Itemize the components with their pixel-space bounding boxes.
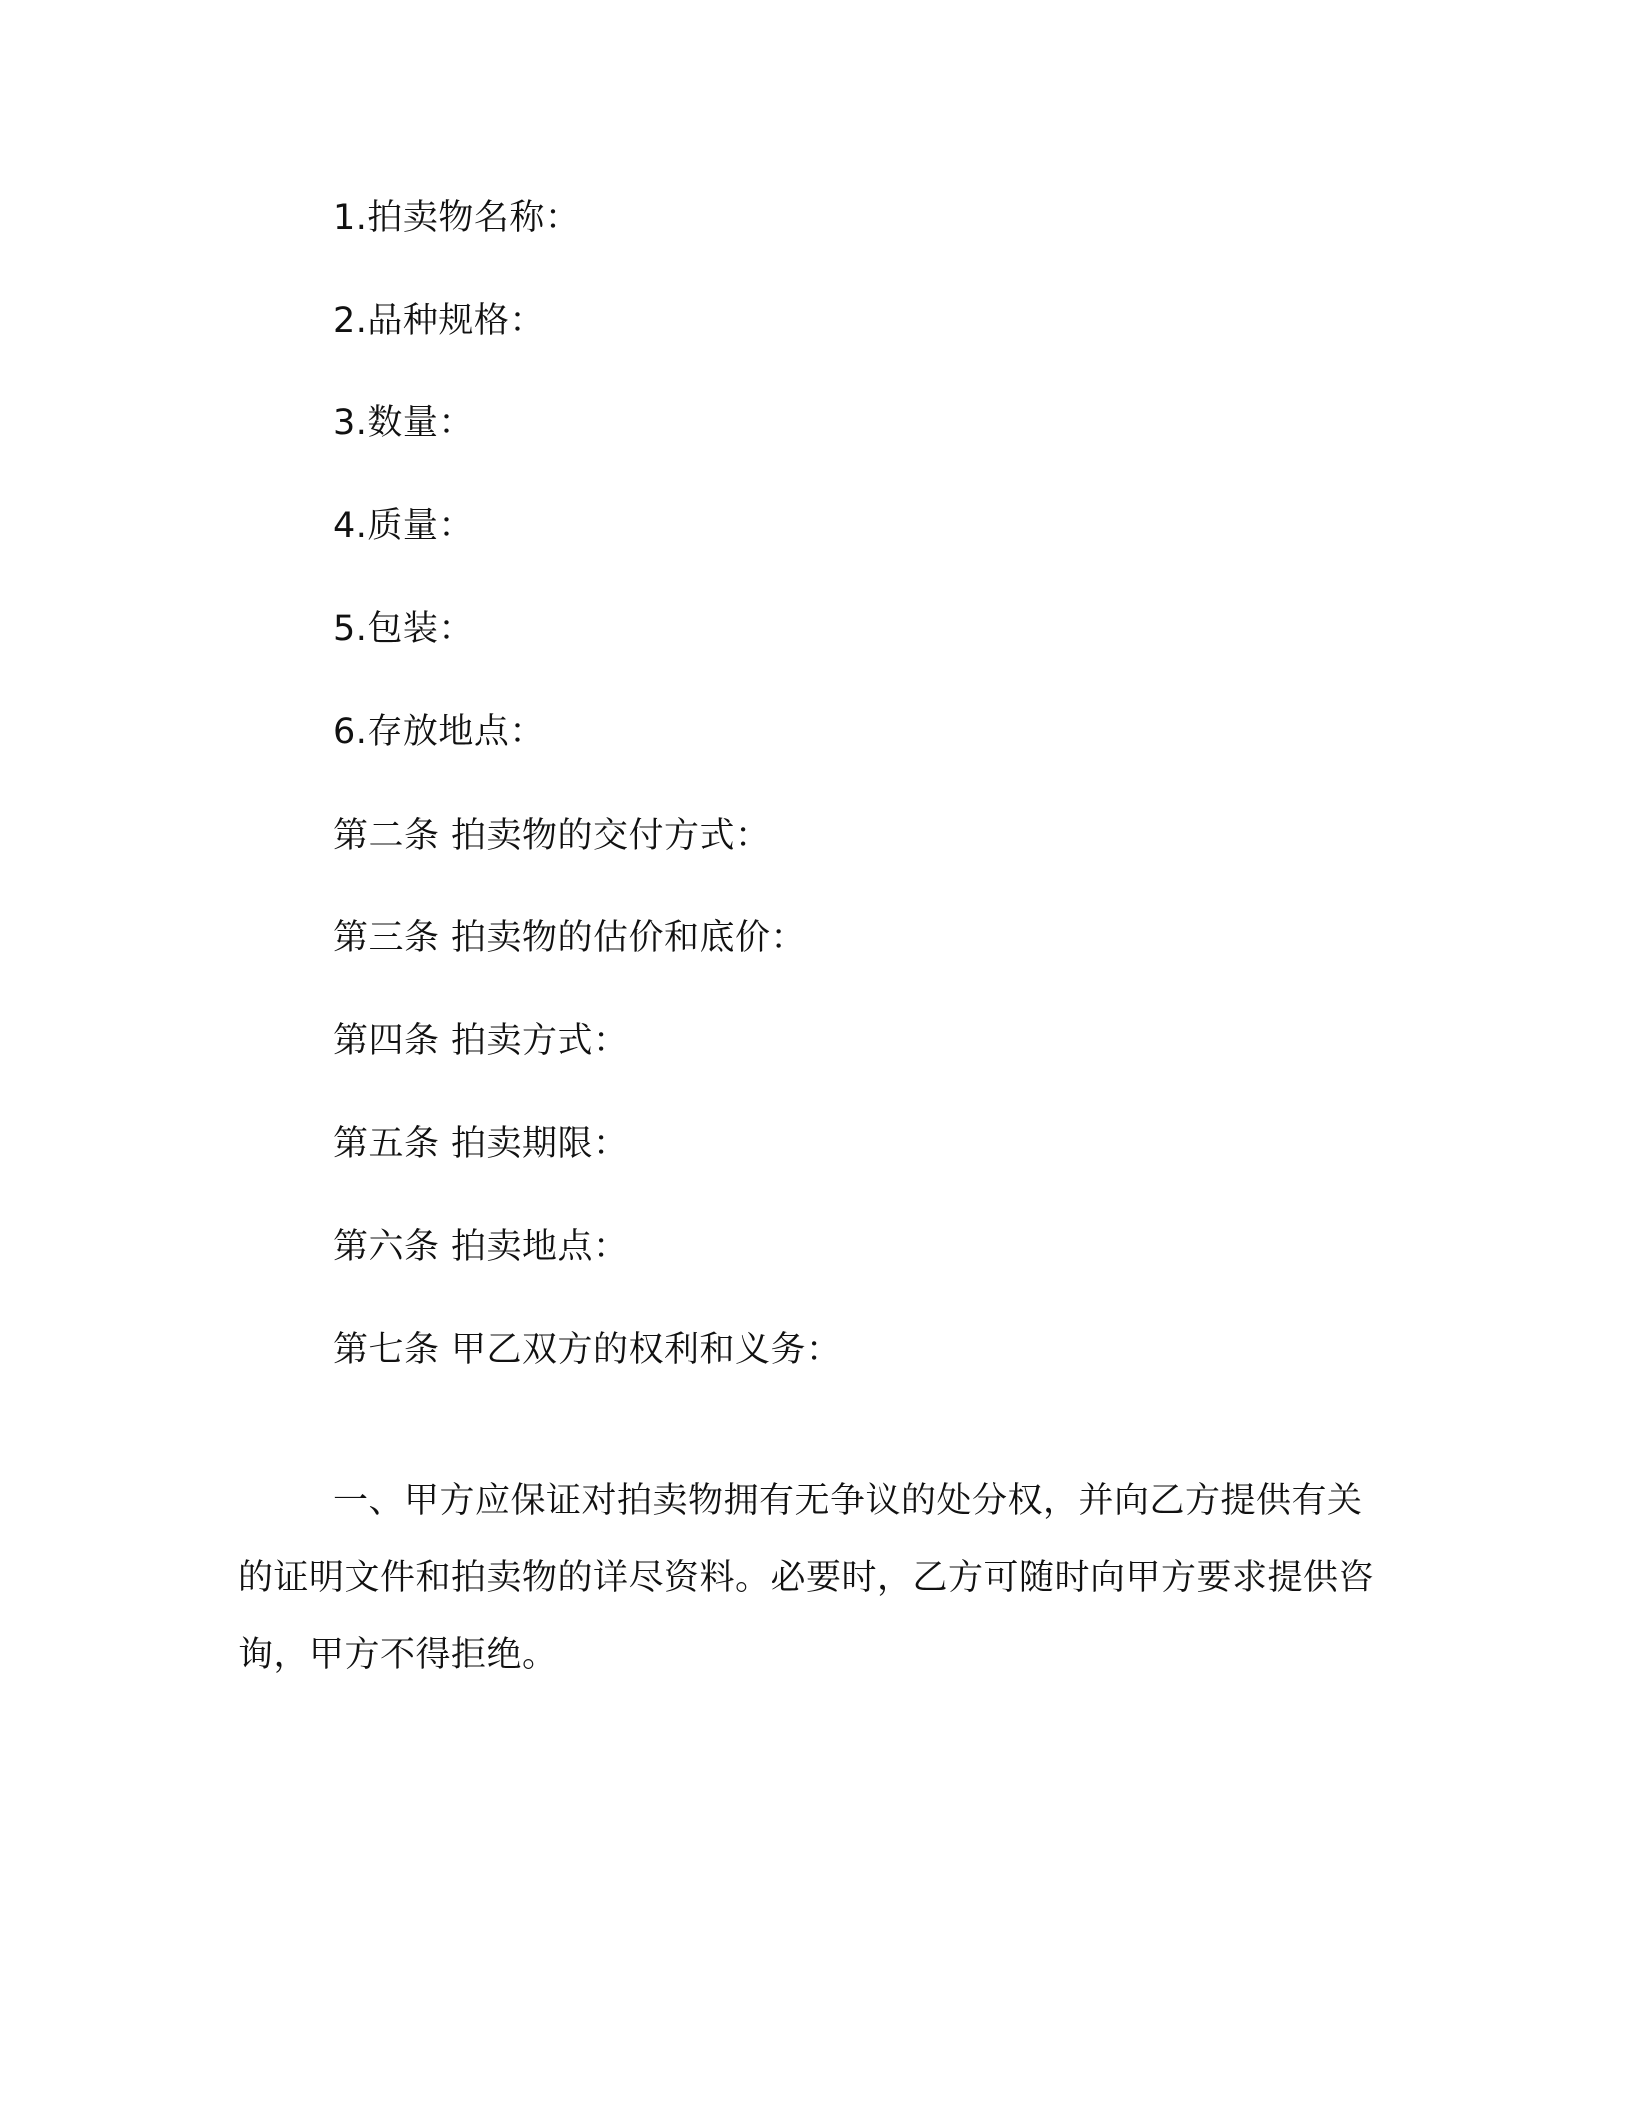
article-3 <box>333 916 806 960</box>
article-number: 第四条 <box>333 1021 440 1061</box>
item-storage-location: 6.存放地点： <box>333 712 545 752</box>
item-packaging: 5.包装： <box>333 609 474 649</box>
article-5 <box>333 1122 629 1166</box>
item-spec: 2.品种规格： <box>333 301 545 341</box>
article-title: 甲乙双方的权利和义务： <box>451 1330 842 1370</box>
article-title: 拍卖地点： <box>451 1227 629 1267</box>
article-number: 第七条 <box>333 1330 440 1370</box>
item-quality: 4.质量： <box>333 506 474 546</box>
item-name: 1.拍卖物名称： <box>333 198 581 238</box>
clause-paragraph: 一、甲方应保证对拍卖物拥有无争议的处分权，并向乙方提供有关的证明文件和拍卖物的详尽资料。必要时，乙方可随时向甲方要求提供咨询，甲方不得拒绝。 <box>238 1481 1375 1675</box>
article-title: 拍卖物的估价和底价： <box>451 918 807 958</box>
article-title: 拍卖期限： <box>451 1124 629 1164</box>
article-number: 第三条 <box>333 918 440 958</box>
article-title: 拍卖方式： <box>451 1021 629 1061</box>
article-number: 第六条 <box>333 1227 440 1267</box>
article-7 <box>333 1328 842 1372</box>
article-4 <box>333 1019 629 1063</box>
item-quantity: 3.数量： <box>333 403 474 443</box>
article-2 <box>333 814 771 858</box>
article-number: 第二条 <box>333 816 440 856</box>
article-title: 拍卖物的交付方式： <box>451 816 771 856</box>
article-6 <box>333 1225 629 1269</box>
article-number: 第五条 <box>333 1124 440 1164</box>
